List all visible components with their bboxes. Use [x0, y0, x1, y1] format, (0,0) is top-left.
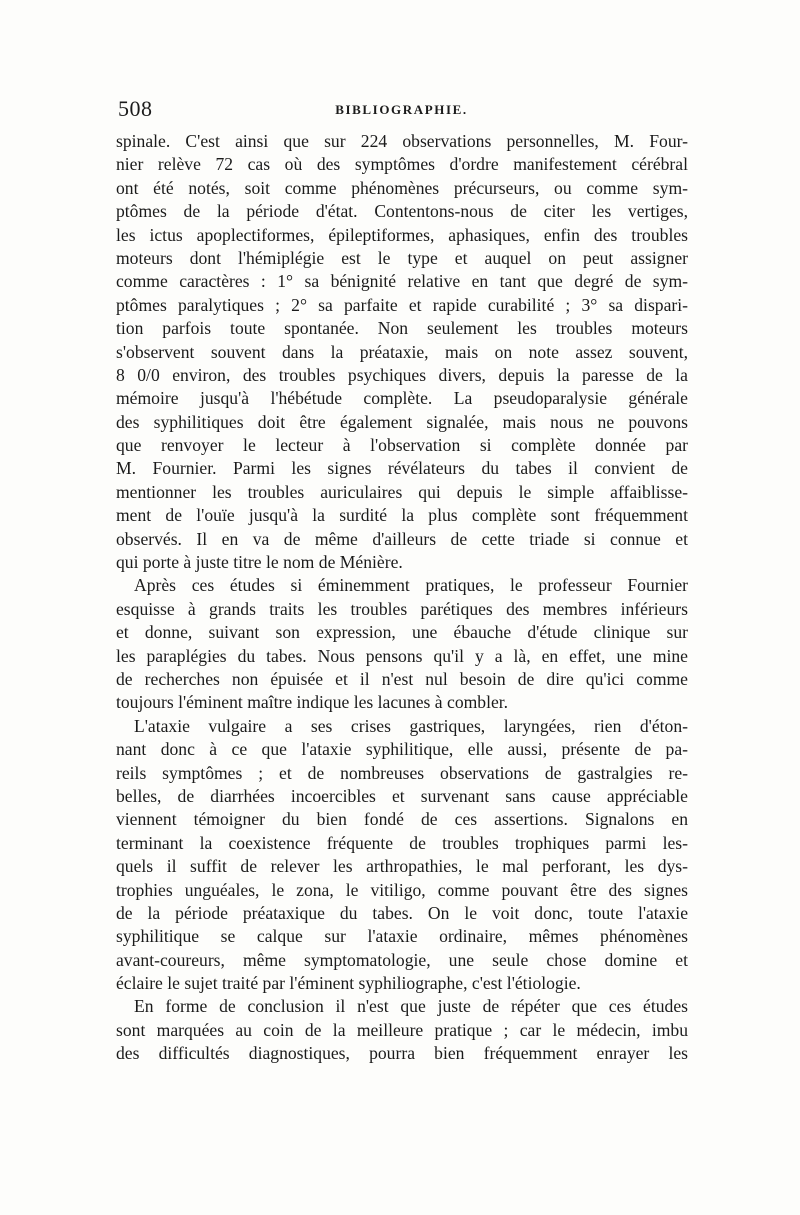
text-line: ment de l'ouïe jusqu'à la surdité la plus complète sont fréquemment [116, 505, 688, 526]
text-line: que renvoyer le lecteur à l'observation si complète donnée par [116, 435, 688, 456]
text-line: mémoire jusqu'à l'hébétude complète. La pseudoparalysie générale [116, 388, 688, 409]
text-line: mentionner les troubles auriculaires qui depuis le simple affaiblisse- [116, 481, 688, 502]
text-line: les paraplégies du tabes. Nous pensons qu'il y a là, en effet, une mine [116, 645, 688, 666]
text-line: des difficultés diagnostiques, pourra bien fréquemment enrayer les [116, 1043, 688, 1064]
text-line: moteurs dont l'hémiplégie est le type et auquel on peut assigner [116, 247, 688, 268]
text-line: M. Fournier. Parmi les signes révélateurs du tabes il convient de [116, 458, 688, 479]
text-line: éclaire le sujet traité par l'éminent syphiliographe, c'est l'étiologie. [116, 973, 581, 994]
text-line: de la période préataxique du tabes. On le voit donc, toute l'ataxie [116, 902, 688, 923]
text-line: ont été notés, soit comme phénomènes précurseurs, ou comme sym- [116, 177, 688, 198]
page-header [118, 96, 685, 130]
text-line: belles, de diarrhées incoercibles et survenant sans cause appréciable [116, 785, 688, 806]
text-line: nier relève 72 cas où des symptômes d'ordre manifestement cérébral [116, 154, 688, 175]
text-line: observés. Il en va de même d'ailleurs de cette triade si connue et [116, 528, 688, 549]
text-line: esquisse à grands traits les troubles parétiques des membres inférieurs [116, 598, 688, 619]
text-line: En forme de conclusion il n'est que juste de répéter que ces études [134, 996, 688, 1017]
text-line: Après ces études si éminemment pratiques, le professeur Fournier [134, 575, 688, 596]
text-line: les ictus apoplectiformes, épileptiformes, aphasiques, enfin des troubles [116, 224, 688, 245]
running-head: BIBLIOGRAPHIE. [335, 102, 468, 117]
body-text [116, 130, 688, 1066]
text-line: nant donc à ce que l'ataxie syphilitique, elle aussi, présente de pa- [116, 739, 688, 760]
text-line: terminant la coexistence fréquente de troubles trophiques parmi les- [116, 832, 688, 853]
text-line: toujours l'éminent maître indique les lacunes à combler. [116, 692, 509, 713]
text-line: sont marquées au coin de la meilleure pratique ; car le médecin, imbu [116, 1019, 688, 1040]
text-line: syphilitique se calque sur l'ataxie ordinaire, mêmes phénomènes [116, 926, 688, 947]
text-line: reils symptômes ; et de nombreuses observations de gastralgies re- [116, 762, 688, 783]
text-line: ptômes paralytiques ; 2° sa parfaite et rapide curabilité ; 3° sa dispari- [116, 294, 688, 315]
text-line: trophies unguéales, le zona, le vitiligo, comme pouvant être des signes [116, 879, 688, 900]
text-line: 8 0/0 environ, des troubles psychiques divers, depuis la paresse de la [116, 364, 688, 385]
text-line: avant-coureurs, même symptomatologie, une seule chose domine et [116, 949, 688, 970]
text-line: s'observent souvent dans la préataxie, mais on note assez souvent, [116, 341, 688, 362]
text-line: L'ataxie vulgaire a ses crises gastriques, laryngées, rien d'éton- [134, 715, 688, 736]
text-line: viennent témoigner du bien fondé de ces assertions. Signalons en [116, 809, 688, 830]
text-line: des syphilitiques doit être également signalée, mais nous ne pouvons [116, 411, 688, 432]
text-line: spinale. C'est ainsi que sur 224 observations personnelles, M. Four- [116, 131, 688, 151]
text-line: quels il suffit de relever les arthropathies, le mal perforant, les dys- [116, 856, 688, 877]
text-line: de recherches non épuisée et il n'est nul besoin de dire qu'ici comme [116, 668, 688, 689]
text-line: qui porte à juste titre le nom de Ménière. [116, 552, 403, 573]
text-line: comme caractères : 1° sa bénignité relative en tant que degré de sym- [116, 271, 688, 292]
text-line: tion parfois toute spontanée. Non seulement les troubles moteurs [116, 318, 688, 339]
page-number: 508 [118, 96, 153, 121]
text-line: et donne, suivant son expression, une ébauche d'étude clinique sur [116, 622, 688, 643]
text-line: ptômes de la période d'état. Contentons-nous de citer les vertiges, [116, 201, 688, 222]
